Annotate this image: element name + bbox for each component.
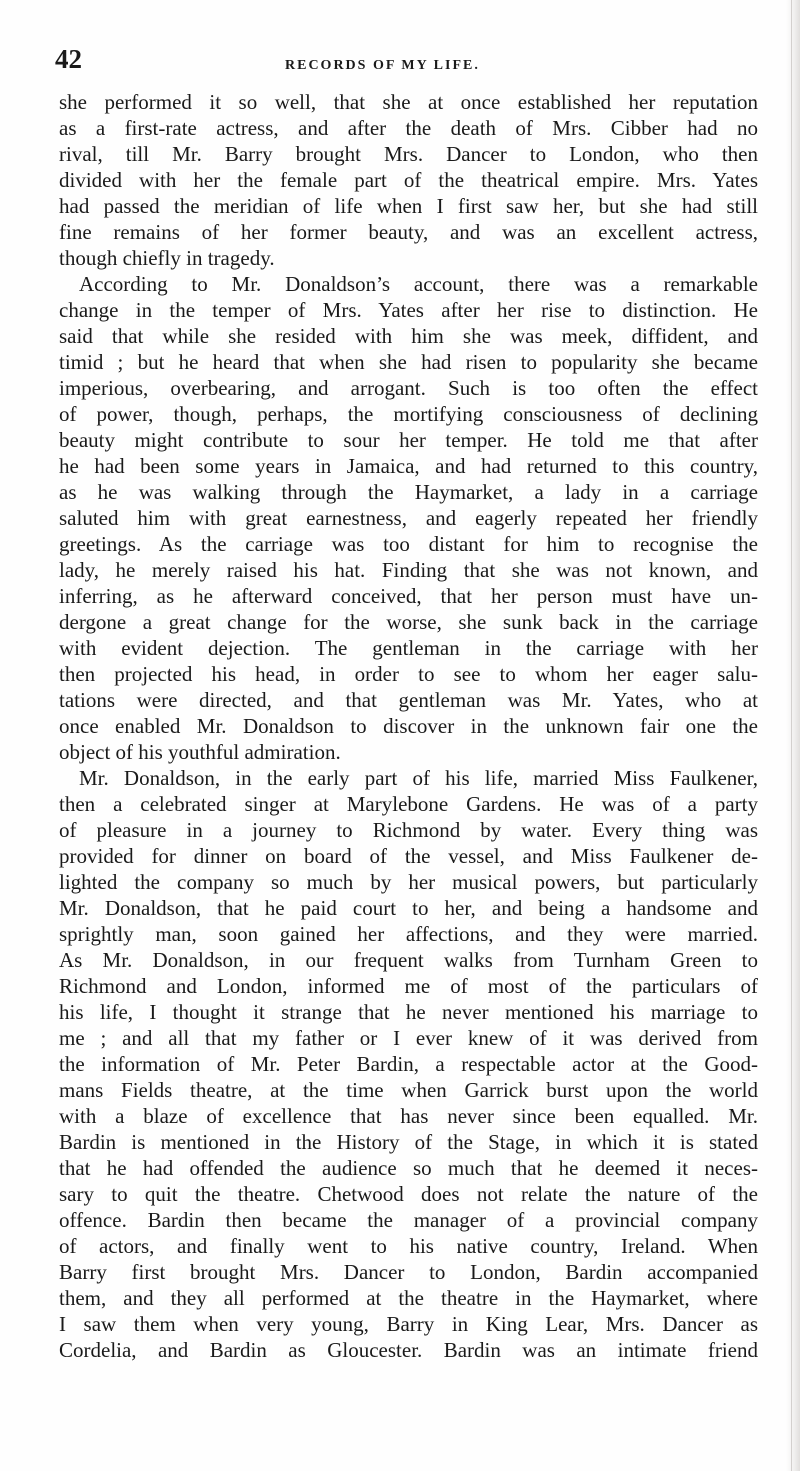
body-text (59, 89, 758, 1363)
text-line: Mr. Donaldson, in the early part of his life, married Miss Faulkener, (79, 766, 758, 790)
text-line: me ; and all that my father or I ever knew of it was derived from (59, 1026, 758, 1050)
text-line: fine remains of her former beauty, and was an excellent actress, (59, 220, 758, 244)
text-line: Mr. Donaldson, that he paid court to her, and being a handsome and (59, 896, 758, 920)
page-edge-line (791, 0, 792, 1471)
text-line: inferring, as he afterward conceived, that her person must have un- (59, 584, 758, 608)
page-number: 42 (55, 44, 82, 74)
text-line: rival, till Mr. Barry brought Mrs. Dancer to London, who then (59, 142, 758, 166)
text-line: that he had offended the audience so much that he deemed it neces- (59, 1156, 758, 1180)
page-edge-shadow (786, 0, 800, 1471)
text-line: According to Mr. Donaldson’s account, there was a remarkable (79, 272, 758, 296)
text-line: had passed the meridian of life when I first saw her, but she had still (59, 194, 758, 218)
running-title: RECORDS OF MY LIFE. (285, 58, 480, 73)
text-line: timid ; but he heard that when she had risen to popularity she became (59, 350, 758, 374)
text-line: Bardin is mentioned in the History of the Stage, in which it is stated (59, 1130, 758, 1154)
text-line: Barry first brought Mrs. Dancer to London, Bardin accompanied (59, 1260, 758, 1284)
text-line: then projected his head, in order to see to whom her eager salu- (59, 662, 758, 686)
text-line: object of his youthful admiration. (59, 740, 341, 764)
text-line: sprightly man, soon gained her affections, and they were married. (59, 922, 758, 946)
text-line: Richmond and London, informed me of most of the particulars of (59, 974, 758, 998)
text-line: of actors, and finally went to his native country, Ireland. When (59, 1234, 758, 1258)
text-line: beauty might contribute to sour her temper. He told me that after (59, 428, 758, 452)
text-line: though chiefly in tragedy. (59, 246, 275, 270)
text-line: provided for dinner on board of the vessel, and Miss Faulkener de- (59, 844, 758, 868)
text-line: sary to quit the theatre. Chetwood does not relate the nature of the (59, 1182, 758, 1206)
text-line: as he was walking through the Haymarket, a lady in a carriage (59, 480, 758, 504)
text-line: he had been some years in Jamaica, and had returned to this country, (59, 454, 758, 478)
text-line: then a celebrated singer at Marylebone Gardens. He was of a party (59, 792, 758, 816)
text-line: dergone a great change for the worse, she sunk back in the carriage (59, 610, 758, 634)
text-line: mans Fields theatre, at the time when Garrick burst upon the world (59, 1078, 758, 1102)
text-line: tations were directed, and that gentleman was Mr. Yates, who at (59, 688, 758, 712)
text-line: As Mr. Donaldson, in our frequent walks from Turnham Green to (59, 948, 758, 972)
text-line: imperious, overbearing, and arrogant. Such is too often the effect (59, 376, 758, 400)
text-line: the information of Mr. Peter Bardin, a respectable actor at the Good- (59, 1052, 758, 1076)
text-line: greetings. As the carriage was too distant for him to recognise the (59, 532, 758, 556)
text-line: his life, I thought it strange that he never mentioned his marriage to (59, 1000, 758, 1024)
text-line: Cordelia, and Bardin as Gloucester. Bardin was an intimate friend (59, 1338, 758, 1362)
text-line: I saw them when very young, Barry in King Lear, Mrs. Dancer as (59, 1312, 758, 1336)
text-line: them, and they all performed at the theatre in the Haymarket, where (59, 1286, 758, 1310)
text-line: offence. Bardin then became the manager of a provincial company (59, 1208, 758, 1232)
text-line: she performed it so well, that she at once established her reputation (59, 90, 758, 114)
text-line: said that while she resided with him she was meek, diffident, and (59, 324, 758, 348)
text-line: once enabled Mr. Donaldson to discover in the unknown fair one the (59, 714, 758, 738)
text-line: lighted the company so much by her musical powers, but particularly (59, 870, 758, 894)
page-header (55, 44, 755, 84)
text-line: of pleasure in a journey to Richmond by water. Every thing was (59, 818, 758, 842)
text-line: as a first-rate actress, and after the death of Mrs. Cibber had no (59, 116, 758, 140)
text-line: with evident dejection. The gentleman in the carriage with her (59, 636, 758, 660)
text-line: change in the temper of Mrs. Yates after her rise to distinction. He (59, 298, 758, 322)
text-line: with a blaze of excellence that has never since been equalled. Mr. (59, 1104, 758, 1128)
text-line: saluted him with great earnestness, and eagerly repeated her friendly (59, 506, 758, 530)
text-line: divided with her the female part of the theatrical empire. Mrs. Yates (59, 168, 758, 192)
text-line: lady, he merely raised his hat. Finding that she was not known, and (59, 558, 758, 582)
text-line: of power, though, perhaps, the mortifying consciousness of declining (59, 402, 758, 426)
